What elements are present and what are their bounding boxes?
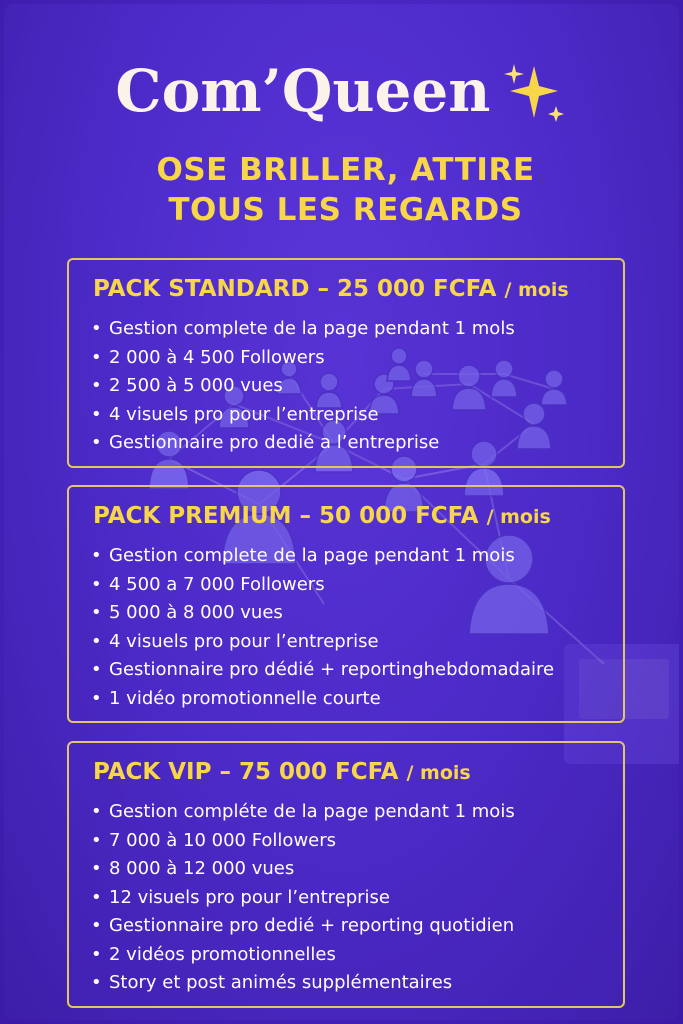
pack-standard-features <box>91 315 623 458</box>
feature-item: • 4 500 a 7 000 Followers <box>91 571 623 600</box>
bullet: • <box>91 318 102 339</box>
feature-item: • 2 000 à 4 500 Followers <box>91 344 623 373</box>
feature-item: • Gestionnaire pro dedié + reporting quotidien <box>91 912 623 941</box>
tagline-line-2: TOUS LES REGARDS <box>168 192 523 228</box>
feature-item: • 1 vidéo promotionnelle courte <box>91 685 623 714</box>
pack-standard-name-price: PACK STANDARD – 25 000 FCFA <box>93 276 497 302</box>
feature-item: • Gestion complete de la page pendant 1 mois <box>91 542 623 571</box>
feature-item: • Gestionnaire pro dédié + reportinghebdomadaire <box>91 656 623 685</box>
pack-standard-title <box>93 274 623 305</box>
pack-premium-card <box>67 485 625 723</box>
tagline-line-1: OSE BRILLER, ATTIRE <box>156 152 535 188</box>
bullet: • <box>91 659 102 680</box>
feature-item: • Gestion compléte de la page pendant 1 mois <box>91 798 623 827</box>
bullet: • <box>91 972 102 993</box>
bullet: • <box>91 630 102 652</box>
feature-item: • 4 visuels pro pour l’entreprise <box>91 628 623 657</box>
feature-item: • 5 000 à 8 000 vues <box>91 599 623 628</box>
brand-logo-text: Com’Queen <box>115 57 491 125</box>
bullet: • <box>91 432 102 453</box>
pack-premium-name-price: PACK PREMIUM – 50 000 FCFA <box>93 503 479 529</box>
bullet: • <box>91 346 102 368</box>
bullet: • <box>91 545 102 566</box>
bullet: • <box>91 403 102 425</box>
feature-item: • 2 vidéos promotionnelles <box>91 941 623 970</box>
bullet: • <box>91 943 102 965</box>
bullet: • <box>91 858 102 879</box>
pack-standard-card <box>67 258 625 468</box>
pack-vip-name-price: PACK VIP – 75 000 FCFA <box>93 759 399 785</box>
feature-item: • 12 visuels pro pour l’entreprise <box>91 884 623 913</box>
pack-premium-features <box>91 542 623 713</box>
bullet: • <box>91 829 102 851</box>
pack-vip-unit: / mois <box>406 762 471 784</box>
sparkle-icon <box>496 56 576 126</box>
feature-item: • 8 000 à 12 000 vues <box>91 855 623 884</box>
bullet: • <box>91 886 102 908</box>
poster-frame <box>4 4 679 1020</box>
bullet: • <box>91 687 102 709</box>
tagline <box>4 150 679 230</box>
feature-item: • Gestionnaire pro dedié a l’entreprise <box>91 429 623 458</box>
pack-premium-title <box>93 501 623 532</box>
pack-premium-unit: / mois <box>486 506 551 528</box>
bullet: • <box>91 375 102 396</box>
feature-item: • Story et post animés supplémentaires <box>91 969 623 998</box>
brand-header <box>4 56 679 126</box>
pack-vip-card <box>67 741 625 1008</box>
feature-item: • Gestion complete de la page pendant 1 mols <box>91 315 623 344</box>
feature-item: • 4 visuels pro pour l’entreprise <box>91 401 623 430</box>
bullet: • <box>91 602 102 623</box>
bullet: • <box>91 573 102 595</box>
bullet: • <box>91 801 102 822</box>
pack-vip-features <box>91 798 623 998</box>
bullet: • <box>91 915 102 936</box>
feature-item: • 7 000 à 10 000 Followers <box>91 827 623 856</box>
feature-item: • 2 500 à 5 000 vues <box>91 372 623 401</box>
pack-standard-unit: / mois <box>504 279 569 301</box>
pack-vip-title <box>93 757 623 788</box>
